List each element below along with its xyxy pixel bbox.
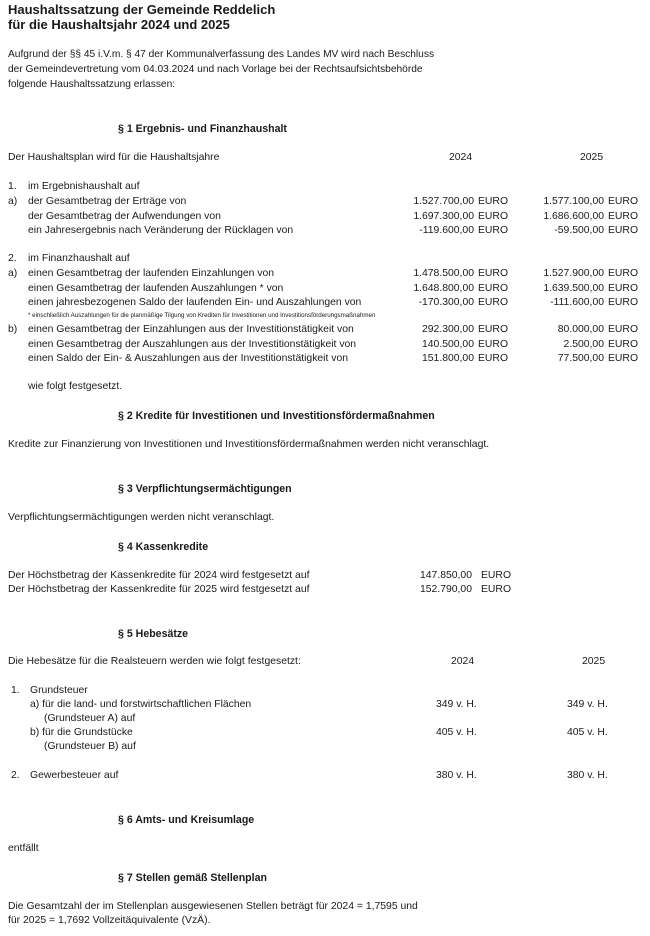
kassenkredit-2025-value: 152.790,00: [419, 584, 472, 595]
row-amount-2024: 151.800,00: [421, 353, 474, 364]
section5-heading: § 5 Hebesätze: [118, 628, 189, 640]
row-unit-2024: EURO: [478, 268, 509, 279]
row-marker: a): [8, 268, 18, 279]
section7-line2: für 2025 = 1,7692 Vollzeitäquivalente (VzÄ).: [8, 915, 211, 926]
section7-heading: § 7 Stellen gemäß Stellenplan: [118, 872, 267, 884]
row-amount-2025: 1.527.900,00: [543, 268, 604, 279]
row-unit-2024: EURO: [478, 324, 509, 335]
section6-heading: § 6 Amts- und Kreisumlage: [118, 814, 255, 826]
section3-heading: § 3 Verpflichtungsermächtigungen: [118, 483, 292, 495]
intro-line1: Aufgrund der §§ 45 i.V.m. § 47 der Kommunalverfassung des Landes MV wird nach Beschluss: [8, 49, 435, 60]
section5-year-2024: 2024: [451, 656, 475, 667]
grundsteuer-b-line1: b) für die Grundstücke: [30, 727, 133, 738]
item2-number: 2.: [8, 253, 17, 264]
kassenkredit-2025-unit: EURO: [481, 584, 512, 595]
row-label: einen Gesamtbetrag der laufenden Auszahlungen * von: [28, 282, 284, 294]
grundsteuer-a-line2: (Grundsteuer A) auf: [44, 713, 136, 724]
row-label: einen jahresbezogenen Saldo der laufenden Ein- und Auszahlungen von: [28, 297, 362, 308]
row-unit-2025: EURO: [608, 353, 639, 364]
section2-text: Kredite zur Finanzierung von Investitionen und Investitionsfördermaßnahmen werden nicht veranschlagt.: [8, 439, 490, 450]
section1-year-2024: 2024: [449, 152, 473, 163]
section5-lead: Die Hebesätze für die Realsteuern werden wie folgt festgesetzt:: [8, 656, 301, 667]
section6-text: entfällt: [8, 843, 39, 854]
row-amount-2025: 77.500,00: [557, 353, 604, 364]
row-amount-2024: 1.697.300,00: [413, 210, 474, 222]
row-unit-2024: EURO: [478, 338, 509, 350]
section1-year-2025: 2025: [580, 152, 604, 163]
row-unit-2024: EURO: [478, 196, 509, 207]
section2-heading: § 2 Kredite für Investitionen und Investitionsfördermaßnahmen: [118, 410, 435, 422]
row-label: einen Saldo der Ein- & Auszahlungen aus der Investitionstätigkeit von: [28, 353, 349, 364]
row-amount-2025: 1.686.600,00: [543, 210, 604, 222]
kassenkredit-2024-unit: EURO: [481, 570, 512, 581]
gewerbesteuer-number: 2.: [11, 770, 20, 781]
row-amount-2024: -170.300,00: [418, 297, 474, 308]
item1-number: 1.: [8, 181, 17, 192]
section7-line1: Die Gesamtzahl der im Stellenplan ausgewiesenen Stellen beträgt für 2024 = 1,7595 und: [8, 901, 418, 912]
document-title-line2: für die Haushaltsjahr 2024 und 2025: [8, 17, 230, 32]
row-amount-2024: 1.648.800,00: [413, 282, 474, 294]
row-marker: b): [8, 324, 18, 335]
row-label: ein Jahresergebnis nach Veränderung der Rücklagen von: [28, 225, 294, 236]
row-amount-2024: -119.600,00: [419, 225, 474, 236]
row-unit-2024: EURO: [478, 282, 509, 294]
row-unit-2024: EURO: [478, 225, 509, 236]
item2-label: im Finanzhaushalt auf: [28, 253, 130, 264]
gewerbesteuer-label: Gewerbesteuer auf: [30, 770, 119, 781]
row-unit-2025: EURO: [608, 268, 639, 279]
grundsteuer-label: Grundsteuer: [30, 685, 88, 696]
row-amount-2025: 2.500,00: [563, 338, 604, 350]
row-unit-2024: EURO: [478, 210, 509, 222]
row-unit-2024: EURO: [478, 297, 509, 308]
row-label: einen Gesamtbetrag der Einzahlungen aus der Investitionstätigkeit von: [28, 324, 354, 335]
row-label: einen Gesamtbetrag der laufenden Einzahlungen von: [28, 268, 275, 279]
grundsteuer-number: 1.: [11, 685, 20, 696]
row-label: der Gesamtbetrag der Erträge von: [28, 196, 187, 207]
row-unit-2025: EURO: [608, 338, 639, 350]
row-unit-2025: EURO: [608, 297, 639, 308]
gewerbesteuer-2024: 380 v. H.: [436, 770, 477, 781]
grundsteuer-a-2024: 349 v. H.: [436, 699, 477, 710]
document-title-line1: Haushaltssatzung der Gemeinde Reddelich: [8, 2, 276, 17]
section5-year-2025: 2025: [582, 656, 606, 667]
grundsteuer-b-line2: (Grundsteuer B) auf: [44, 741, 136, 752]
intro-line3: folgende Haushaltssatzung erlassen:: [8, 79, 176, 90]
row-amount-2025: -59.500,00: [554, 225, 604, 236]
row-unit-2025: EURO: [608, 324, 639, 335]
kassenkredit-2025-label: Der Höchstbetrag der Kassenkredite für 2025 wird festgesetzt auf: [8, 584, 310, 595]
section4-heading: § 4 Kassenkredite: [118, 541, 209, 553]
section3-text: Verpflichtungsermächtigungen werden nicht veranschlagt.: [8, 512, 275, 523]
kassenkredit-2024-label: Der Höchstbetrag der Kassenkredite für 2024 wird festgesetzt auf: [8, 570, 310, 581]
row-unit-2025: EURO: [608, 282, 639, 294]
item1-label: im Ergebnishaushalt auf: [28, 181, 140, 192]
section1-closing: wie folgt festgesetzt.: [28, 381, 123, 392]
grundsteuer-b-2024: 405 v. H.: [436, 727, 477, 738]
row-unit-2025: EURO: [608, 196, 639, 207]
grundsteuer-b-2025: 405 v. H.: [567, 727, 608, 738]
section1-heading: § 1 Ergebnis- und Finanzhaushalt: [118, 123, 287, 135]
row-amount-2024: 292.300,00: [421, 324, 474, 335]
kassenkredit-2024-value: 147.850,00: [419, 570, 472, 581]
row-amount-2024: 140.500,00: [421, 338, 474, 350]
footnote: * einschließlich Auszahlungen für die planmäßige Tilgung von Krediten für Investitionen und Investitionsförderungsmaßnahmen: [28, 312, 376, 319]
row-marker: a): [8, 196, 18, 207]
row-unit-2024: EURO: [478, 353, 509, 364]
grundsteuer-a-2025: 349 v. H.: [567, 699, 608, 710]
row-unit-2025: EURO: [608, 210, 639, 222]
row-unit-2025: EURO: [608, 225, 639, 236]
row-amount-2025: 80.000,00: [557, 324, 604, 335]
intro-line2: der Gemeindevertretung vom 04.03.2024 und nach Vorlage bei der Rechtsaufsichtsbehörde: [8, 64, 423, 75]
row-amount-2024: 1.478.500,00: [413, 268, 474, 279]
row-label: einen Gesamtbetrag der Auszahlungen aus der Investitionstätigkeit von: [28, 338, 357, 350]
grundsteuer-a-line1: a) für die land- und forstwirtschaftlichen Flächen: [30, 699, 252, 710]
row-amount-2025: 1.577.100,00: [543, 196, 604, 207]
row-amount-2024: 1.527.700,00: [413, 196, 474, 207]
row-label: der Gesamtbetrag der Aufwendungen von: [28, 210, 221, 222]
gewerbesteuer-2025: 380 v. H.: [567, 770, 608, 781]
row-amount-2025: -111.600,00: [550, 297, 604, 308]
row-amount-2025: 1.639.500,00: [543, 282, 604, 294]
section1-lead: Der Haushaltsplan wird für die Haushaltsjahre: [8, 152, 220, 163]
